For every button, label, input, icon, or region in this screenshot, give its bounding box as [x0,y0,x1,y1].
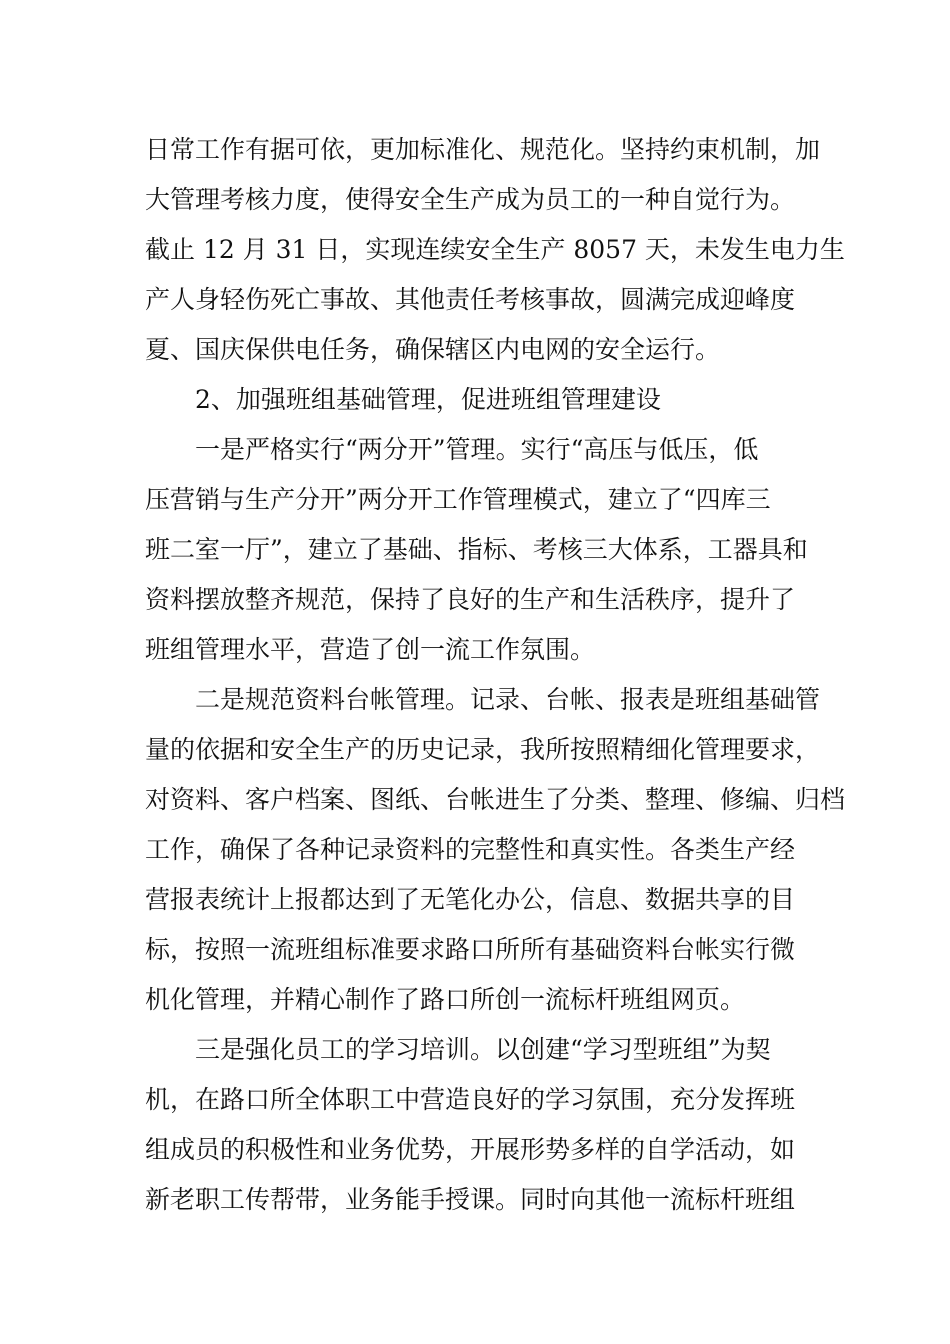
text-line: 夏、国庆保供电任务，确保辖区内电网的安全运行。 [145,335,721,364]
text-line: 班组管理水平，营造了创一流工作氛围。 [145,635,596,664]
text-line: 组成员的积极性和业务优势，开展形势多样的自学活动，如 [145,1135,796,1164]
text-line: 一是严格实行“两分开”管理。实行“高压与低压，低 [195,435,759,464]
text-line: 三是强化员工的学习培训。以创建“学习型班组”为契 [195,1035,771,1064]
text-line: 新老职工传帮带，业务能手授课。同时向其他一流标杆班组 [145,1185,796,1214]
text-line: 机化管理，并精心制作了路口所创一流标杆班组网页。 [145,985,746,1014]
text-line: 压营销与生产分开”两分开工作管理模式，建立了“四库三 [145,485,771,514]
text-line: 标，按照一流班组标准要求路口所所有基础资料台帐实行微 [145,935,796,964]
text-line: 截止 12 月 31 日，实现连续安全生产 8057 天，未发生电力生 [145,235,845,264]
text-line: 工作，确保了各种记录资料的完整性和真实性。各类生产经 [145,835,796,864]
text-line: 资料摆放整齐规范，保持了良好的生产和生活秩序，提升了 [145,585,796,614]
text-line: 大管理考核力度，使得安全生产成为员工的一种自觉行为。 [145,185,796,214]
text-line: 机，在路口所全体职工中营造良好的学习氛围，充分发挥班 [145,1085,796,1114]
text-line: 班二室一厅”，建立了基础、指标、考核三大体系，工器具和 [145,535,808,564]
paragraph-safety-summary [145,125,845,375]
text-line: 日常工作有据可依，更加标准化、规范化。坚持约束机制，加 [145,135,821,164]
text-line: 二是规范资料台帐管理。记录、台帐、报表是班组基础管 [195,685,821,714]
text-line: 量的依据和安全生产的历史记录，我所按照精细化管理要求， [145,735,821,764]
paragraph-staff-training [145,1025,810,1225]
paragraph-two-separation [145,425,810,675]
document-body [145,125,846,1225]
paragraph-ledger-management [145,675,846,1025]
text-line: 对资料、客户档案、图纸、台帐进生了分类、整理、修编、归档 [145,785,846,814]
section-heading [145,375,810,425]
text-line: 营报表统计上报都达到了无笔化办公，信息、数据共享的目 [145,885,796,914]
heading-text: 2、加强班组基础管理，促进班组管理建设 [195,385,661,414]
text-line: 产人身轻伤死亡事故、其他责任考核事故，圆满完成迎峰度 [145,285,796,314]
